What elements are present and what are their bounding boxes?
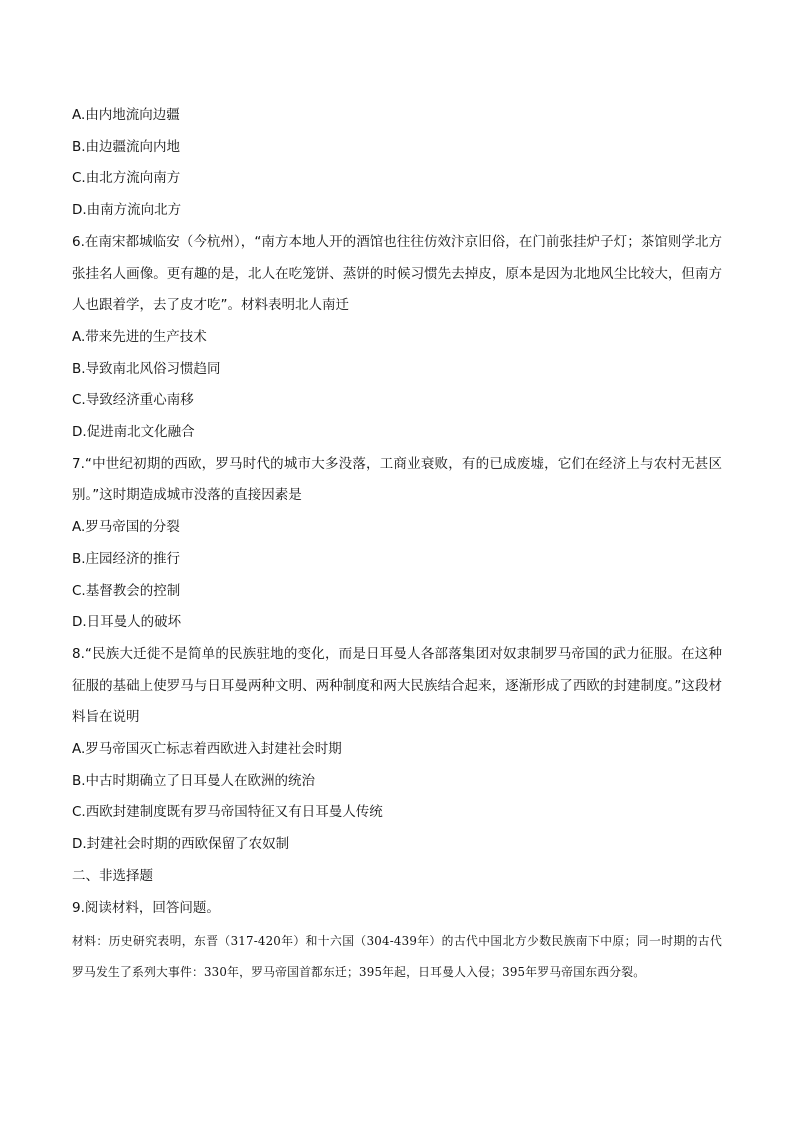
option-d: D.日耳曼人的破坏 (72, 614, 182, 631)
option-b: B.由边疆流向内地 (72, 138, 181, 155)
option-b: B.中古时期确立了日耳曼人在欧洲的统治 (72, 772, 316, 789)
option-a: A.带来先进的生产技术 (72, 328, 207, 345)
page-content (72, 100, 722, 988)
question-stem: 9.阅读材料，回答问题。 (72, 899, 220, 916)
question-stem: 8.“民族大迁徙不是简单的民族驻地的变化，而是日耳曼人各部落集团对奴隶制罗马帝国的武力征服。在这种征服的基础上使罗马与日耳曼两种文明、两种制度和两大民族结合起来，逐渐形成了西欧的封建制度。”这段材料旨在说明 (72, 645, 722, 726)
option-a: A.罗马帝国灭亡标志着西欧进入封建社会时期 (72, 741, 342, 758)
option-b: B.庄园经济的推行 (72, 550, 181, 567)
section-heading: 二、非选择题 (72, 867, 153, 884)
question-9 (72, 893, 722, 989)
question-stem: 7.“中世纪初期的西欧，罗马时代的城市大多没落，工商业衰败，有的已成废墟，它们在经济上与农村无甚区别。”这时期造成城市没落的直接因素是 (72, 455, 722, 504)
question-stem: 6.在南宋都城临安（今杭州），“南方本地人开的酒馆也往往仿效汴京旧俗，在门前张挂炉子灯；茶馆则学北方张挂名人画像。更有趣的是，北人在吃笼饼、蒸饼的时候习惯先去掉皮，原本是因为北地风尘比较大，但南方人也跟着学，去了皮才吃”。材料表明北人南迁 (72, 233, 722, 314)
option-d: D.由南方流向北方 (72, 202, 182, 219)
option-c: C.西欧封建制度既有罗马帝国特征又有日耳曼人传统 (72, 804, 383, 821)
option-c: C.由北方流向南方 (72, 170, 181, 187)
question-6 (72, 227, 722, 449)
option-a: A.由内地流向边疆 (72, 107, 180, 123)
option-d: D.促进南北文化融合 (72, 424, 195, 441)
option-a: A.罗马帝国的分裂 (72, 519, 180, 536)
option-b: B.导致南北风俗习惯趋同 (72, 360, 221, 377)
option-c: C.导致经济重心南移 (72, 392, 194, 409)
question-7 (72, 449, 722, 639)
question-8 (72, 639, 722, 861)
material-text: 材料：历史研究表明，东晋（317-420年）和十六国（304-439年）的古代中国北方少数民族南下中原；同一时期的古代罗马发生了系列大事件：330年，罗马帝国首都东迁；395年起，日耳曼人入侵；395年罗马帝国东西分裂。 (72, 934, 722, 980)
option-d: D.封建社会时期的西欧保留了农奴制 (72, 836, 290, 853)
option-c: C.基督教会的控制 (72, 582, 181, 599)
question-5-options (72, 100, 722, 227)
